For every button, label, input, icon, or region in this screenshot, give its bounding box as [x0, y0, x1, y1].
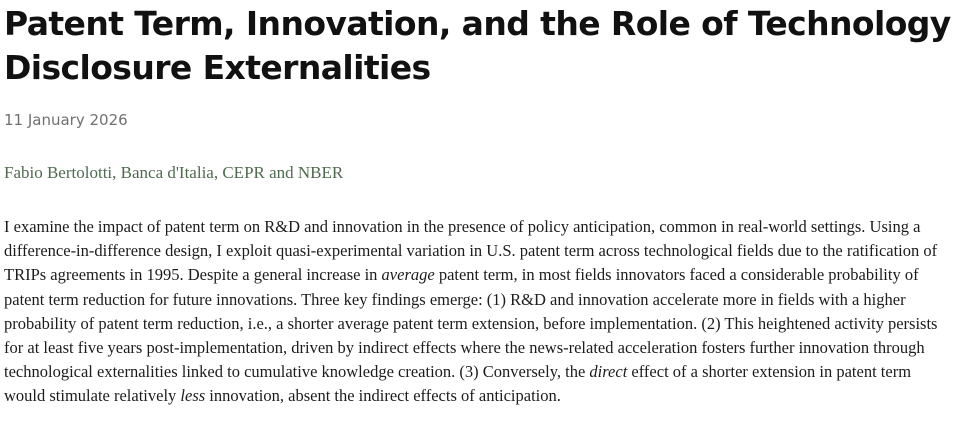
abstract-text: innovation, absent the indirect effects of anticipation. — [205, 386, 561, 406]
article-title: Patent Term, Innovation, and the Role of Technology Disclosure Externalities — [4, 4, 951, 87]
author-line: Fabio Bertolotti, Banca d'Italia, CEPR and NBER — [4, 163, 344, 182]
abstract — [4, 215, 956, 409]
abstract-text: effect of a shorter extension in patent term would stimulate relatively — [4, 362, 912, 406]
abstract-emphasis-average: average — [381, 265, 435, 285]
publication-date: 11 January 2026 — [4, 111, 128, 129]
abstract-text: patent term, in most fields innovators faced a considerable probability of patent term reduction for future innovations. Three key findings emerge: (1) R&D and innovation accelerate more in fields with a higher probability of patent term reduction, i.e., a shorter average patent term extension, before implementation. (2) This heightened activity persists for at least five years post-implementation, driven by indirect effects where the news-related acceleration fosters further innovation through technological externalities linked to cumulative knowledge creation. (3) Conversely, the — [4, 265, 938, 382]
abstract-text: I examine the impact of patent term on R&D and innovation in the presence of policy anticipation, common in real-world settings. Using a difference-in-difference design, I exploit quasi-experimental variation in U.S. patent term across technological fields due to the ratification of TRIPs agreements in 1995. Despite a general increase in — [4, 217, 938, 285]
abstract-emphasis-less: less — [180, 386, 206, 406]
article — [4, 0, 956, 425]
abstract-emphasis-direct: direct — [589, 362, 628, 382]
